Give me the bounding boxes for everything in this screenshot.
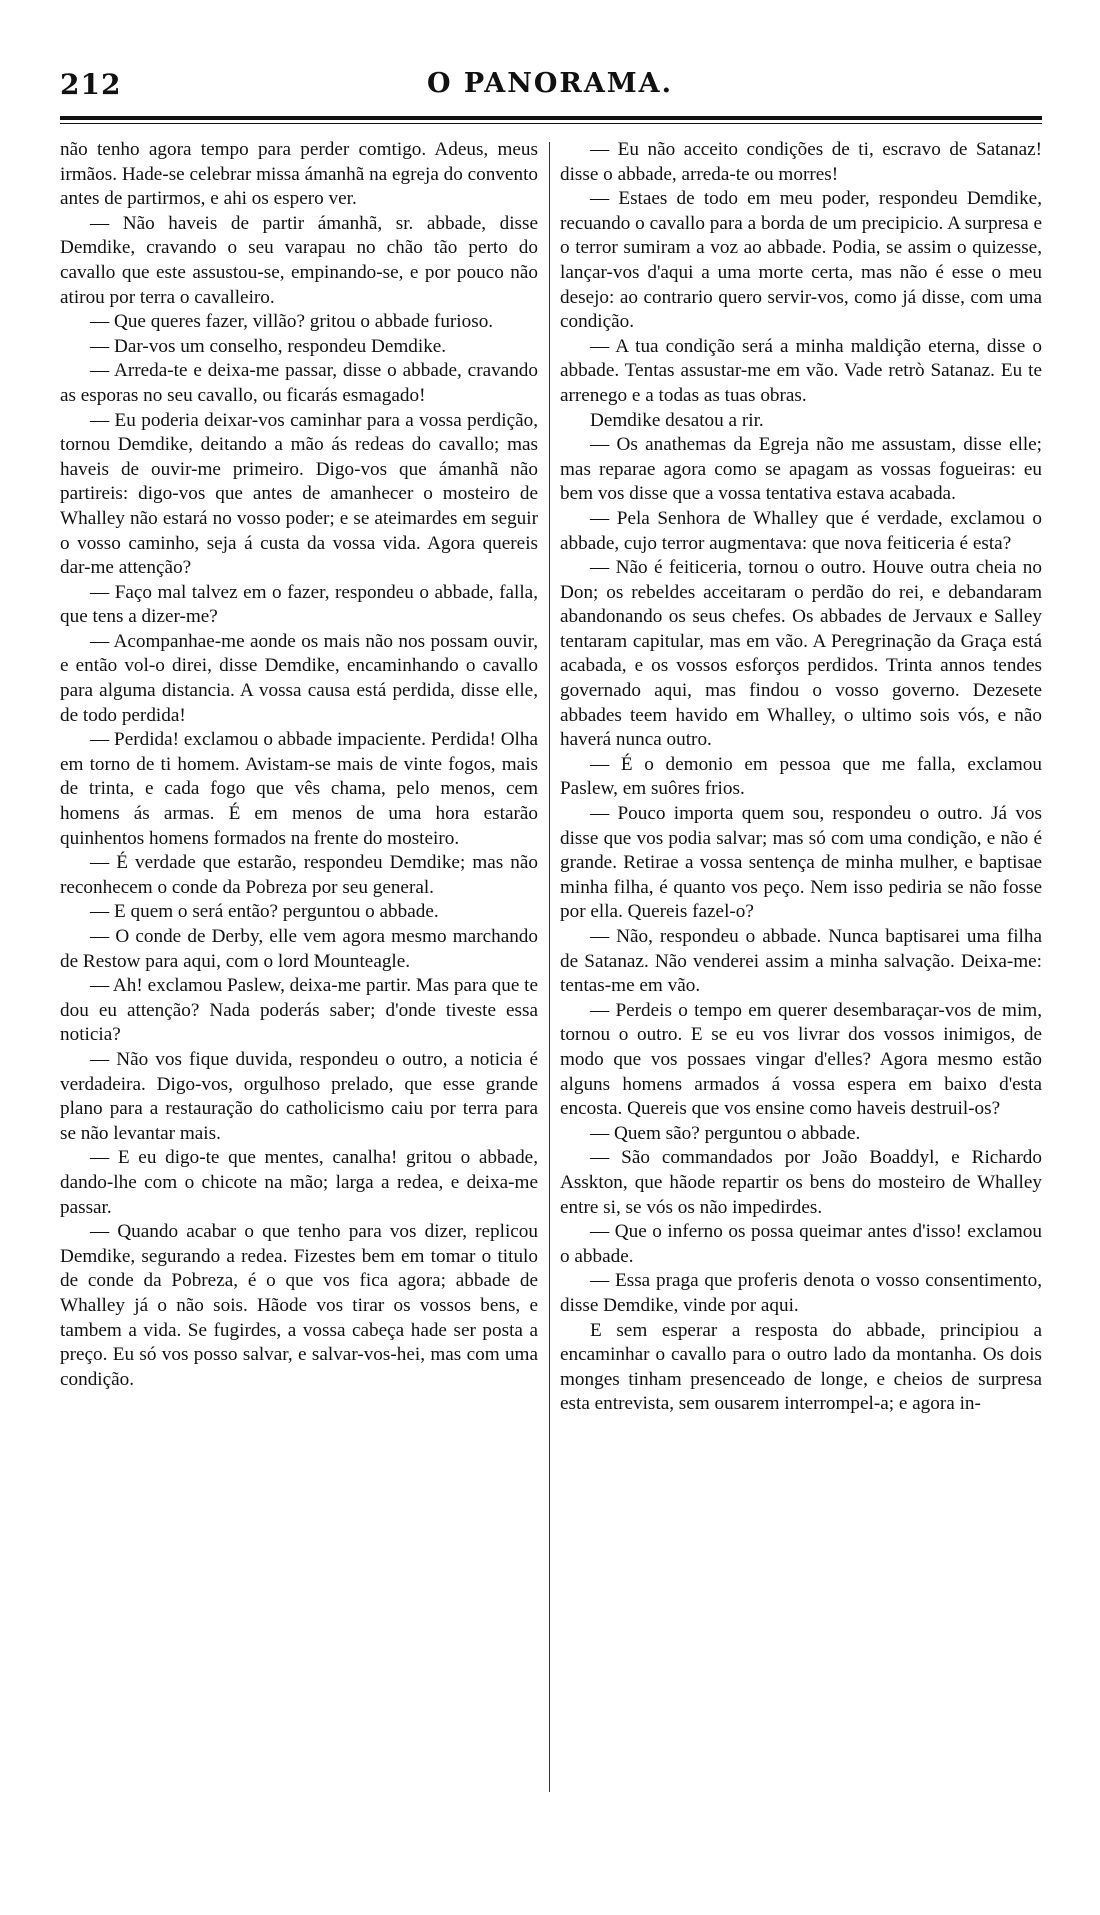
paragraph: — O conde de Derby, elle vem agora mesmo marchando de Restow para aqui, com o lord Mounteagle. xyxy=(60,926,538,972)
paragraph: — Pela Senhora de Whalley que é verdade, exclamou o abbade, cujo terror augmentava: que nova feiticeria é esta? xyxy=(560,507,1042,554)
running-title: O PANORAMA. xyxy=(426,68,674,99)
paragraph: — Quem são? perguntou o abbade. xyxy=(590,1122,861,1144)
paragraph: — Arreda-te e deixa-me passar, disse o abbade, cravando as esporas no seu cavallo, ou ficarás esmagado! xyxy=(60,360,538,406)
paragraph: — São commandados por João Boaddyl, e Richardo Asskton, que hãode repartir os bens do mosteiro de Whalley entre si, se vós os não impedirdes. xyxy=(560,1147,1042,1218)
paragraph: E sem esperar a resposta do abbade, principiou a encaminhar o cavallo para o outro lado da montanha. Os dois monges tinham presenceado de longe, e cheios de surpresa esta entrevista, sem ousarem interrompel-a; e agora in- xyxy=(560,1319,1042,1415)
paragraph: — E eu digo-te que mentes, canalha! gritou o abbade, dando-lhe com o chicote na mão; larga a redea, e deixa-me passar. xyxy=(60,1147,538,1218)
paragraph: — Não haveis de partir ámanhã, sr. abbade, disse Demdike, cravando o seu varapau no chão tão perto do cavallo que este assustou-se, empinando-se, e por pouco não atirou por terra o cavalleiro. xyxy=(60,212,538,308)
paragraph: — É o demonio em pessoa que me falla, exclamou Paslew, em suôres frios. xyxy=(560,753,1042,800)
paragraph: — Os anathemas da Egreja não me assustam, disse elle; mas reparae agora como se apagam as vossas fogueiras: eu bem vos disse que a vossa tentativa estava acabada. xyxy=(560,434,1042,505)
paragraph: — Não é feiticeria, tornou o outro. Houve outra cheia no Don; os rebeldes acceitaram o perdão do rei, e debandaram abandonando os seus chefes. Os abbades de Jervaux e Salley tentaram capitular, mas em vão. A Peregrinação da Graça está acabada, e os vossos esforços perdidos. Trinta annos tendes governado aqui, mas findou o vosso governo. Dezesete abbades teem havido em Whalley, o ultimo sois vós, e não haverá nunca outro. xyxy=(560,557,1042,751)
paragraph: — Quando acabar o que tenho para vos dizer, replicou Demdike, segurando a redea. Fizestes bem em tomar o titulo de conde da Pobreza, é o que vos fica agora; abbade de Whalley já o não sois. Hãode vos tirar os vossos bens, e tambem a vida. Se fugirdes, a vossa cabeça hade ser posta a preço. Eu só vos posso salvar, e salvar-vos-hei, mas com uma condição. xyxy=(60,1221,538,1390)
paragraph: — Ah! exclamou Paslew, deixa-me partir. Mas para que te dou eu attenção? Nada poderás saber; d'onde tiveste essa noticia? xyxy=(60,975,538,1046)
paragraph: — Perdeis o tempo em querer desembaraçar-vos de mim, tornou o outro. E se eu vos livrar dos vossos inimigos, de modo que vos possaes vingar d'elles? Agora mesmo estão alguns homens armados á vossa espera em baixo d'esta encosta. Quereis que vos ensine como haveis destruil-os? xyxy=(560,999,1042,1120)
page-number: 212 xyxy=(60,68,122,101)
paragraph: — Essa praga que proferis denota o vosso consentimento, disse Demdike, vinde por aqui. xyxy=(560,1270,1042,1316)
paragraph: — E quem o será então? perguntou o abbade. xyxy=(90,901,439,923)
header-rule xyxy=(60,116,1042,120)
paragraph: — Que queres fazer, villão? gritou o abbade furioso. xyxy=(90,311,494,333)
paragraph: Demdike desatou a rir. xyxy=(590,409,764,431)
right-column xyxy=(560,138,1042,1417)
paragraph: — Dar-vos um conselho, respondeu Demdike. xyxy=(90,335,447,357)
paragraph: — A tua condição será a minha maldição eterna, disse o abbade. Tentas assustar-me em vão. Vade retrò Satanaz. Eu te arrenego e a todas as tuas obras. xyxy=(560,335,1042,406)
paragraph: — Perdida! exclamou o abbade impaciente. Perdida! Olha em torno de ti homem. Avistam-se mais de vinte fogos, mais de trinta, e cada fogo que vês chama, pelo menos, cem homens ás armas. É em menos de uma hora estarão quinhentos homens formados na frente do mosteiro. xyxy=(60,729,538,849)
paragraph: — Não vos fique duvida, respondeu o outro, a noticia é verdadeira. Digo-vos, orgulhoso prelado, que esse grande plano para a restauração do catholicismo caiu por terra para se não levantar mais. xyxy=(60,1048,538,1144)
paragraph: — Eu não acceito condições de ti, escravo de Satanaz! disse o abbade, arreda-te ou morres! xyxy=(560,139,1042,185)
paragraph: — Eu poderia deixar-vos caminhar para a vossa perdição, tornou Demdike, deitando a mão ás redeas do cavallo; mas haveis de ouvir-me primeiro. Digo-vos que ámanhã não partireis: digo-vos que antes de amanhecer o mosteiro de Whalley não estará no vosso poder; e se ateimardes em seguir o vosso caminho, seja á custa da vossa vida. Agora quereis dar-me attenção? xyxy=(60,409,538,579)
paragraph: — Que o inferno os possa queimar antes d'isso! exclamou o abbade. xyxy=(560,1221,1042,1267)
paragraph: não tenho agora tempo para perder comtigo. Adeus, meus irmãos. Hade-se celebrar missa ámanhã na egreja do convento antes de partirmos, e ahi os espero ver. xyxy=(60,139,538,210)
paragraph: — Faço mal talvez em o fazer, respondeu o abbade, falla, que tens a dizer-me? xyxy=(60,581,538,628)
left-column xyxy=(60,138,538,1392)
paragraph: — Pouco importa quem sou, respondeu o outro. Já vos disse que vos podia salvar; mas só com uma condição, e não é grande. Retirae a vossa sentença de minha mulher, e baptisae minha filha, é quanto vos peço. Nem isso pediria se não fosse por ella. Quereis fazel-o? xyxy=(560,803,1042,923)
paragraph: — Estaes de todo em meu poder, respondeu Demdike, recuando o cavallo para a borda de um precipicio. A surpresa e o terror sumiram a voz ao abbade. Podia, se assim o quizesse, lançar-vos d'aqui a uma morte certa, mas não é esse o meu desejo: ao contrario quero servir-vos, como já disse, com uma condição. xyxy=(560,188,1042,333)
paragraph: — Não, respondeu o abbade. Nunca baptisarei uma filha de Satanaz. Não venderei assim a minha salvação. Deixa-me: tentas-me em vão. xyxy=(560,926,1042,997)
page-header xyxy=(60,68,1040,108)
paragraph: — É verdade que estarão, respondeu Demdike; mas não reconhecem o conde da Pobreza por seu general. xyxy=(60,852,538,898)
column-divider xyxy=(549,142,550,1792)
paragraph: — Acompanhae-me aonde os mais não nos possam ouvir, e então vol-o direi, disse Demdike, encaminhando o cavallo para alguma distancia. A vossa causa está perdida, disse elle, de todo perdida! xyxy=(60,630,538,726)
header-rule-thin xyxy=(60,123,1042,124)
